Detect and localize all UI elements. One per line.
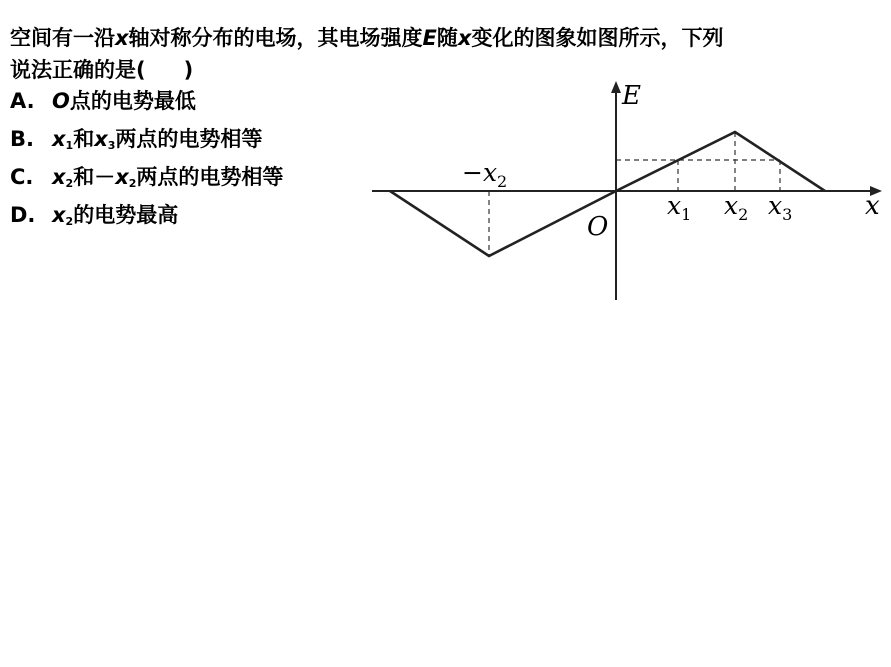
tick-label-x2 [724, 191, 748, 224]
tick-neg-x2-base: −x [462, 158, 498, 187]
axis-y-label: E [622, 81, 641, 111]
option-a-key: A. [10, 89, 35, 113]
tick-label-x3 [768, 191, 792, 224]
tick-x1-base: x [667, 191, 682, 220]
option-d-text: 的电势最高 [73, 203, 179, 227]
option-b-sub: 1 [65, 139, 74, 152]
option-c-var2: x [115, 165, 129, 189]
origin-label: O [587, 212, 609, 242]
question-stem [10, 22, 882, 86]
tick-x1-sub: 1 [681, 205, 692, 224]
tick-x3-base: x [768, 191, 783, 220]
option-a-text: 点的电势最低 [69, 89, 196, 113]
option-d-key: D. [10, 203, 36, 227]
option-a[interactable] [10, 86, 196, 116]
axis-x-label: x [865, 191, 880, 221]
stem-text-6: ) [183, 58, 194, 82]
tick-x2-base: x [724, 191, 739, 220]
option-b-mid: 和 [73, 127, 95, 151]
option-b-var: x [52, 127, 66, 151]
option-c-sub: 2 [65, 177, 74, 190]
option-c-key: C. [10, 165, 34, 189]
option-a-var: O [52, 89, 70, 113]
option-c[interactable] [10, 162, 283, 199]
stem-text-4: 变化的图象如图所示，下列 [471, 26, 724, 50]
tick-label-neg-x2 [462, 158, 507, 191]
option-c-sub2: 2 [128, 177, 137, 190]
option-b-key: B. [10, 127, 34, 151]
option-b-var2: x [94, 127, 108, 151]
y-axis-arrow [611, 81, 621, 93]
option-b-sub2: 3 [107, 139, 116, 152]
option-b[interactable] [10, 124, 262, 161]
question-line-1 [10, 22, 882, 54]
stem-text-2: 轴对称分布的电场，其电场强度 [128, 26, 423, 50]
tick-label-x1 [667, 191, 691, 224]
tick-x2-sub: 2 [738, 205, 749, 224]
option-c-var: x [52, 165, 66, 189]
option-c-mid: 和－ [73, 165, 116, 189]
option-c-text: 两点的电势相等 [136, 165, 284, 189]
option-d-sub: 2 [65, 215, 74, 228]
option-d[interactable] [10, 200, 178, 237]
axes [372, 88, 875, 300]
tick-x3-sub: 3 [782, 205, 793, 224]
stem-text-1: 空间有一沿 [10, 26, 115, 50]
stem-var-e: E [422, 26, 437, 50]
stem-text-3: 随 [436, 26, 458, 50]
option-b-text: 两点的电势相等 [115, 127, 263, 151]
stem-text-5: 说法正确的是( [10, 58, 146, 82]
stem-var-x2: x [457, 26, 472, 50]
stem-var-x: x [115, 26, 129, 50]
tick-neg-x2-sub: 2 [497, 172, 508, 191]
e-x-graph [370, 80, 890, 310]
option-d-var: x [52, 203, 66, 227]
